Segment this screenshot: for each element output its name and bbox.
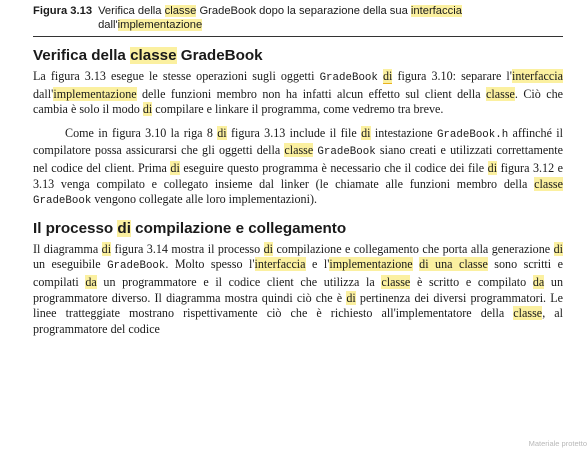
highlighted-term: classe <box>381 274 411 289</box>
watermark: Materiale protetto <box>528 439 587 448</box>
text-run: compilazione e collegamento <box>130 219 347 237</box>
highlighted-term: da <box>85 274 97 289</box>
text-run: dall' <box>33 86 54 101</box>
text-run: figura 3.12 e 3.13 venga compilato e collegato insieme dal linker (le chiamate alle funzioni membro della <box>33 160 563 191</box>
text-run: Il diagramma <box>33 241 102 256</box>
caption-divider <box>33 36 563 37</box>
highlighted-term: interfaccia <box>511 69 563 83</box>
code-term: GradeBook <box>107 260 166 273</box>
code-term: GradeBook <box>317 146 376 159</box>
highlighted-term: interfaccia <box>410 5 462 17</box>
highlighted-term: di <box>487 160 498 175</box>
highlighted-term: classe <box>513 306 543 321</box>
text-run: compilare e linkare il programma, come vedremo tra breve. <box>152 102 444 117</box>
code-term: GradeBook <box>33 195 92 208</box>
highlighted-term: classe <box>164 5 197 17</box>
text-run: vengono collegate alle loro implementazioni). <box>91 192 317 207</box>
text-run: un programmatore diverso. Il diagramma mostra quindi ciò che è <box>33 274 564 305</box>
text-run: un eseguibile <box>33 257 108 272</box>
text-run: . Molto spesso l' <box>165 257 255 272</box>
highlighted-term: di <box>361 125 371 140</box>
code-term: GradeBook.h <box>436 128 509 141</box>
figure-caption <box>33 4 563 32</box>
text-run: figura 3.13 include il file <box>226 125 362 140</box>
text-run: pertinenza dei diversi programmatori. Le linee tratteggiate mostrano rispettivamente ciò che è richiesto all'implementatore della <box>33 290 564 321</box>
text-run: è scritto e compilato <box>410 274 533 289</box>
text-run: intestazione <box>370 125 437 140</box>
code-term: GradeBook <box>319 72 378 84</box>
highlighted-term: classe <box>130 47 177 64</box>
text-run: Come in figura 3.10 la riga 8 <box>65 125 218 140</box>
paragraph-2 <box>33 126 563 210</box>
highlighted-term: di <box>101 241 112 256</box>
paragraph-1 <box>33 69 563 118</box>
section-heading-processo <box>33 219 563 238</box>
highlighted-term: di <box>142 102 153 117</box>
highlighted-term: di <box>346 290 356 305</box>
text-run: Il processo <box>33 219 118 237</box>
text-run: figura 3.14 mostra il processo <box>111 241 264 256</box>
highlighted-term: implementazione <box>329 257 413 272</box>
text-run: GradeBook dopo la separazione della sua <box>196 5 411 17</box>
text-run: , al programmatore del codice <box>33 306 563 336</box>
section-heading-verifica <box>33 46 563 65</box>
highlighted-term: di <box>382 69 393 83</box>
highlighted-term: di <box>170 160 180 175</box>
highlighted-term: di una classe <box>419 257 488 272</box>
figure-caption-text <box>98 4 563 32</box>
text-run: dall' <box>98 19 118 31</box>
figure-label: Figura 3.13 <box>33 5 93 17</box>
highlighted-term: di <box>117 219 131 237</box>
text-run: Verifica della <box>33 47 131 64</box>
text-run: eseguire questo programma è necessario che il codice dei file <box>179 160 488 175</box>
highlighted-term: da <box>532 274 545 289</box>
highlighted-term: classe <box>486 86 515 101</box>
highlighted-term: di <box>553 241 563 256</box>
text-run: GradeBook <box>176 47 263 64</box>
text-run: compilazione e collegamento che porta alla generazione <box>273 241 554 256</box>
text-run: . Ciò che cambia è solo il modo <box>33 86 563 117</box>
highlighted-term: classe <box>284 143 314 158</box>
highlighted-term: di <box>217 125 227 140</box>
text-run: sono scritti e compilati <box>33 257 563 289</box>
highlighted-term: implementazione <box>53 86 137 101</box>
highlighted-term: di <box>263 241 274 256</box>
document-page <box>33 0 563 337</box>
highlighted-term: interfaccia <box>254 257 306 272</box>
text-run: e l' <box>305 257 330 272</box>
highlighted-term: classe <box>534 176 563 191</box>
text-run: delle funzioni membro non ha infatti alcun effetto sul client della <box>136 86 487 101</box>
text-run: affinché il compilatore possa assicurarsi che gli oggetti della <box>33 125 563 158</box>
text-run: siano creati e utilizzati correttamente nel codice del client. Prima <box>33 143 564 175</box>
text-run: un programmatore e il codice client che utilizza la <box>96 274 382 289</box>
text-run: Verifica della <box>98 5 165 17</box>
paragraph-3 <box>33 242 563 338</box>
text-run: La figura 3.13 esegue le stesse operazioni sugli oggetti <box>33 69 320 83</box>
highlighted-term: implementazione <box>117 19 203 31</box>
text-run: figura 3.10: separare l' <box>392 69 512 83</box>
